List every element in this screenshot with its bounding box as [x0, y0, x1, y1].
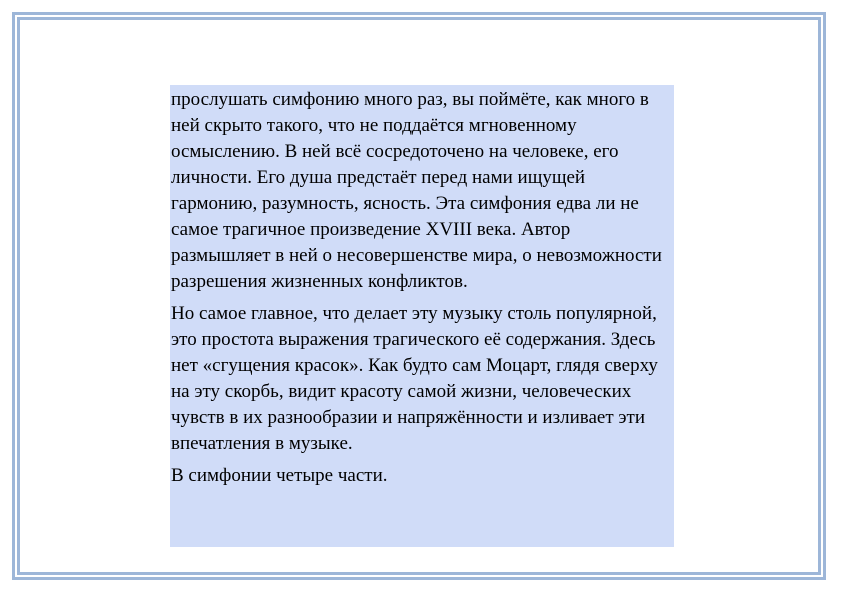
- paragraph-2: Но самое главное, что делает эту музыку столь популярной, это простота выражения трагического её содержания. Здесь нет «сгущения красок». Как будто сам Моцарт, глядя сверху на эту скорбь, видит красоту самой жизни, человеческих чувств в их разнообразии и напряжённости и изливает эти впечатления в музыке.: [171, 303, 658, 454]
- paragraph-1: прослушать симфонию много раз, вы поймёте, как много в ней скрыто такого, что не поддаётся мгновенному осмыслению. В ней всё сосредоточено на человеке, его личности. Его душа предстаёт перед нами ищущей гармонию, разумность, ясность. Эта симфония едва ли не самое трагичное произведение XVIII века. Автор размышляет в ней о несовершенстве мира, о невозможности разрешения жизненных конфликтов.: [171, 89, 662, 292]
- paragraph-3: В симфонии четыре части.: [171, 465, 388, 486]
- text-block: [170, 85, 674, 547]
